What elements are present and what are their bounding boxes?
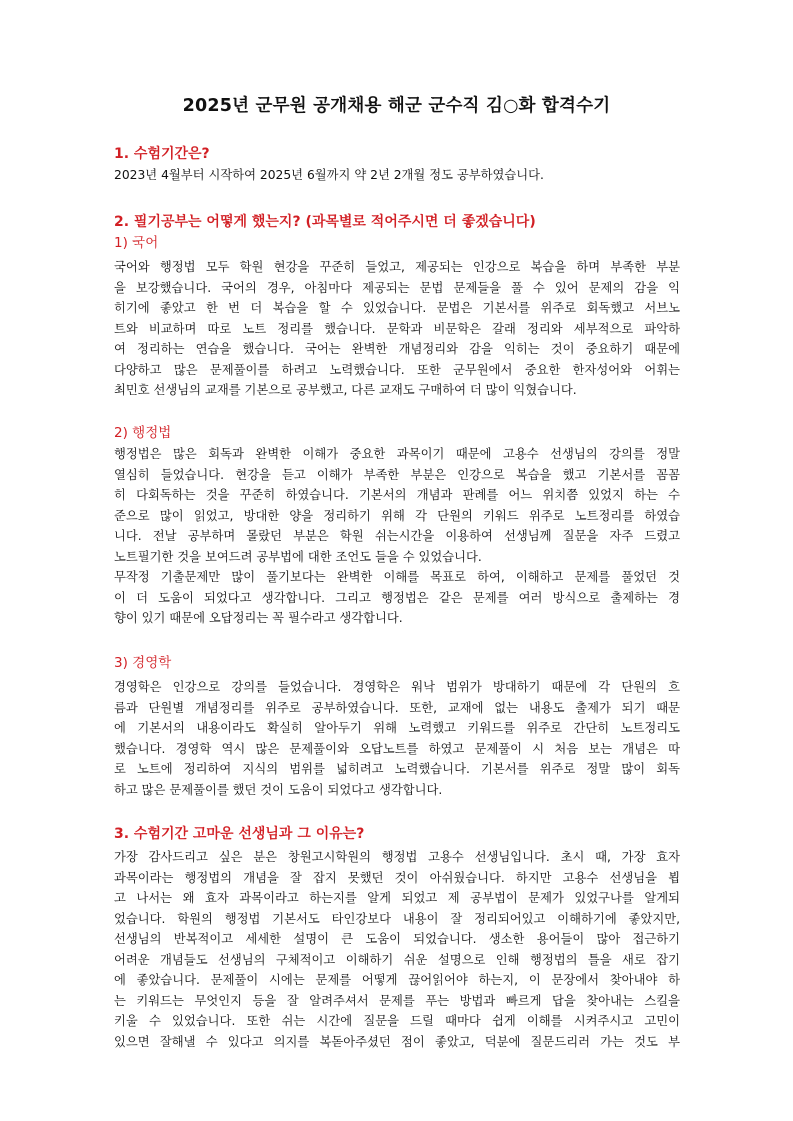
admin-law-paragraph bbox=[114, 444, 680, 629]
paragraph-line: 가장 감사드리고 싶은 분은 창원고시학원의 행정법 고용수 선생님입니다. 초시 때, 가장 효자 bbox=[114, 850, 680, 864]
paragraph-line: 고 나서는 왜 효자 과목이라고 하는지를 알게 되었고 제 공부법이 문제가 있었구나를 알게되 bbox=[114, 891, 680, 905]
paragraph-line: 니다. 전날 공부하며 몰랐던 부분은 학원 쉬는시간을 이용하여 선생님께 질문을 자주 드렸고 bbox=[114, 529, 680, 543]
korean-paragraph bbox=[114, 257, 680, 401]
paragraph-line: 과목이라는 행정법의 개념을 잘 잡지 못했던 것이 아쉬웠습니다. 하지만 고용수 선생님을 뵙 bbox=[114, 870, 680, 885]
paragraph-line: 여 정리하는 연습을 했습니다. 국어는 완벽한 개념정리와 감을 익히는 것이 중요하기 때문에 bbox=[114, 342, 680, 356]
paragraph-line: 을 보강했습니다. 국어의 경우, 아침마다 제공되는 문법 문제들을 풀 수 있어 문제의 감을 익 bbox=[114, 280, 680, 295]
paragraph-line: 로 노트에 정리하여 지식의 범위를 넓히려고 노력했습니다. 기본서를 위주로 정말 많이 회독 bbox=[114, 762, 680, 776]
paragraph-line: 키울 수 있었습니다. 또한 쉬는 시간에 질문을 드릴 때마다 쉽게 이해를 시켜주시고 고민이 bbox=[114, 1014, 680, 1028]
paragraph-line: 히기에 좋았고 한 번 더 복습을 할 수 있었습니다. 문법은 기본서를 위주로 회독했고 서브노 bbox=[114, 301, 680, 315]
document-title: 2025년 군무원 공개채용 해군 군수직 김○화 합격수기 bbox=[182, 96, 611, 116]
paragraph-line: 무작정 기출문제만 많이 풀기보다는 완벽한 이해를 목표로 하여, 이해하고 문제를 풀었던 것 bbox=[114, 570, 680, 584]
paragraph-line: 최민호 선생님의 교재를 기본으로 공부했고, 다른 교재도 구매하여 더 많이 익혔습니다. bbox=[114, 383, 577, 397]
business-subheading: 3) 경영학 bbox=[114, 655, 172, 671]
paragraph-line: 에 기본서의 내용이라도 확실히 알아두기 위해 노력했고 키워드를 위주로 간단히 노트정리도 bbox=[114, 721, 680, 735]
paragraph-line: 에 좋았습니다. 문제풀이 시에는 문제를 어떻게 끊어읽어야 하는지, 이 문장에서 찾아내야 하 bbox=[114, 973, 680, 987]
paragraph-line: 름과 단원별 개념정리를 위주로 공부하였습니다. 또한, 교재에 없는 내용도 출제가 되기 때문 bbox=[114, 700, 680, 715]
q3-paragraph bbox=[114, 847, 680, 1052]
korean-subheading: 1) 국어 bbox=[114, 235, 159, 251]
paragraph-line: 이 더 도움이 되었다고 생각합니다. 그리고 행정법은 같은 문제를 여러 방식으로 출제하는 경 bbox=[114, 590, 680, 605]
paragraph-line: 선생님의 반복적이고 세세한 설명이 큰 도움이 되었습니다. 생소한 용어들이 많아 접근하기 bbox=[114, 932, 680, 946]
q2-heading: 2. 필기공부는 어떻게 했는지? (과목별로 적어주시면 더 좋겠습니다) bbox=[114, 214, 536, 230]
paragraph-line: 향이 있기 때문에 오답정리는 꼭 필수라고 생각합니다. bbox=[114, 611, 403, 625]
paragraph-line: 하고 많은 문제풀이를 했던 것이 도움이 되었다고 생각합니다. bbox=[114, 782, 443, 797]
q1-heading: 1. 수험기간은? bbox=[114, 146, 210, 162]
paragraph-line: 는 키워드는 무엇인지 등을 잘 알려주셔서 문제를 푸는 방법과 빠르게 답을 찾아내는 스킬을 bbox=[114, 993, 680, 1008]
paragraph-line: 다양하고 많은 문제풀이를 하려고 노력했습니다. 또한 군무원에서 중요한 한자성어와 어휘는 bbox=[114, 362, 680, 377]
paragraph-line: 노트필기한 것을 보여드려 공부법에 대한 조언도 들을 수 있었습니다. bbox=[114, 549, 482, 564]
paragraph-line: 열심히 들었습니다. 현강을 듣고 이해가 부족한 부분은 인강으로 복습을 했고 기본서를 꼼꼼 bbox=[114, 467, 680, 482]
paragraph-line: 경영학은 인강으로 강의를 들었습니다. 경영학은 워낙 범위가 방대하기 때문에 각 단원의 흐 bbox=[114, 680, 680, 694]
admin-law-subheading: 2) 행정법 bbox=[114, 425, 172, 441]
q3-heading: 3. 수험기간 고마운 선생님과 그 이유는? bbox=[114, 826, 365, 842]
paragraph-line: 했습니다. 경영학 역시 많은 문제풀이와 오답노트를 하였고 문제풀이 시 처음 보는 개념은 따 bbox=[114, 741, 680, 756]
q1-answer bbox=[114, 165, 680, 186]
business-paragraph bbox=[114, 677, 680, 800]
paragraph-line: 준으로 많이 읽었고, 방대한 양을 정리하기 위해 각 단원의 키워드 위주로 노트정리를 하였습 bbox=[114, 508, 680, 523]
paragraph-line: 었습니다. 학원의 행정법 기본서도 타인강보다 내용이 잘 정리되어있고 이해하기에 좋았지만, bbox=[114, 911, 680, 926]
paragraph-line: 어려운 개념들도 선생님의 구체적이고 이해하기 쉬운 설명으로 인해 행정법의 틀을 새로 잡기 bbox=[114, 952, 680, 967]
paragraph-line: 국어와 행정법 모두 학원 현강을 꾸준히 들었고, 제공되는 인강으로 복습을 하며 부족한 부분 bbox=[114, 260, 680, 274]
paragraph-line: 있으면 잘해낼 수 있다고 의지를 복돋아주셨던 점이 좋았고, 덕분에 질문드리러 가는 것도 부 bbox=[114, 1034, 680, 1049]
q1-line: 2023년 4월부터 시작하여 2025년 6월까지 약 2년 2개월 정도 공부하였습니다. bbox=[114, 168, 544, 182]
paragraph-line: 히 다회독하는 것을 꾸준히 하였습니다. 기본서의 개념과 판례를 어느 위치쯤 있었지 하는 수 bbox=[114, 488, 680, 502]
paragraph-line: 트와 비교하며 따로 노트 정리를 했습니다. 문학과 비문학은 갈래 정리와 세부적으로 파악하 bbox=[114, 321, 680, 336]
paragraph-line: 행정법은 많은 회독과 완벽한 이해가 중요한 과목이기 때문에 고용수 선생님의 강의를 정말 bbox=[114, 447, 680, 461]
